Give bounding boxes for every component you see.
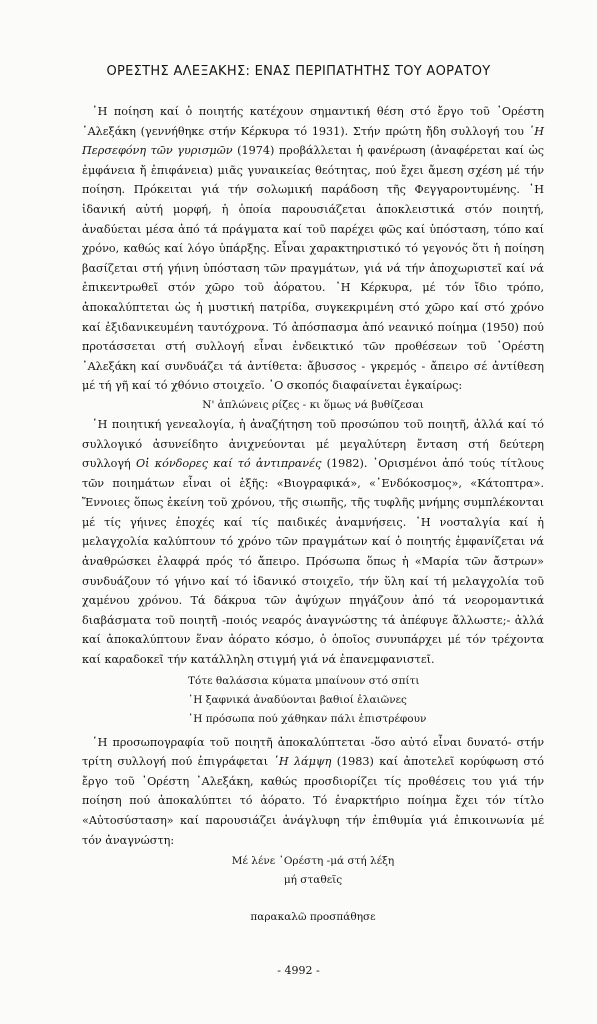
book-title-3: ῾Η λάμψη <box>273 755 332 769</box>
paragraph-2-text-a: ῾Η ποιητική γενεαλογία, ἡ ἀναζήτηση τοῦ προσώπου τοῦ ποιητῆ, ἀλλά καί τό συλλογικό ἀσυνείδητο ἀνιχνεύονται μέ μεγαλύτερη ἔνταση στή δεύτερη συλλογή <box>82 417 544 471</box>
paragraph-2 <box>82 415 544 670</box>
paragraph-3-text-c: (1983) καί ἀποτελεῖ κορύφωση στό ἔργο τοῦ ᾿Ορέστη ᾿Αλεξάκη, καθώς προσδιορίζει τίς προθέσεις του γιά τήν ποίηση πού ἀποκαλύπτει τό ἀόρατο. Τό ἐναρκτήριο ποίημα ἔχει τόν τίτλο «Αὐτοσύσταση» καί παρουσιάζει ἀνάγλυφη τήν ἐπιθυμία γιά ἐπικοινωνία μέ τόν ἀναγνώστη: <box>82 755 544 847</box>
page-title: ΟΡΕΣΤΗΣ ΑΛΕΞΑΚΗΣ: ΕΝΑΣ ΠΕΡΙΠΑΤΗΤΗΣ ΤΟΥ ΑΟΡΑΤΟΥ <box>106 64 491 79</box>
book-title-2: Οἱ κόνδορες καί τό ἀντιπρανές <box>135 457 322 471</box>
paragraph-1-text-a: ῾Η ποίηση καί ὁ ποιητής κατέχουν σημαντική θέση στό ἔργο τοῦ ᾿Ορέστη ᾿Αλεξάκη (γεννήθηκε στήν Κέρκυρα τό 1931). Στήν πρώτη ἤδη συλλογή του <box>82 105 544 138</box>
verse-quote-3 <box>82 852 544 927</box>
page-number: - 4992 - <box>277 964 320 977</box>
verse-line: ῾Η πρόσωπα πού χάθηκαν πάλι ἐπιστρέφουν <box>188 712 427 725</box>
verse-quote-1: Ν' ἁπλώνεις ρίζες - κι ὅμως νά βυθίζεσαι <box>202 398 424 411</box>
verse-line: μή σταθεῖς <box>283 874 343 887</box>
paragraph-1 <box>82 102 544 396</box>
paragraph-3-text-a: ῾Η προσωπογραφία τοῦ ποιητῆ ἀποκαλύπτεται -ὅσο αὐτό εἶναι δυνατό- στήν τρίτη συλλογή πού ἐπιγράφεται <box>82 735 544 769</box>
book-title-1: ῾Η Περσεφόνη τῶν γυρισμῶν <box>82 124 544 158</box>
verse-line: Μέ λένε ᾿Ορέστη -μά στή λέξη <box>231 855 395 868</box>
verse-line: ῾Η ξαφνικά ἀναδύονται βαθιοί ἐλαιῶνες <box>188 693 407 706</box>
verse-line: παρακαλῶ προσπάθησε <box>250 911 376 924</box>
paragraph-1-text-c: (1974) προβάλλεται ἡ φανέρωση (ἀναφέρεται καί ὡς ἐμφάνεια ἤ ἐπιφάνεια) μιᾶς γυναικείας θεότητας, πού ἔχει ἄμεση σχέση μέ τήν ποίηση. Πρόκειται γιά τήν σολωμική παράδοση τῆς Φεγγαροντυμένης. ῾Η ἰδανική αὐτή μορφή, ἡ ὁποία παρουσιάζεται ἀποκλειστικά στόν ποιητή, ἀναδύεται μέσα ἀπό τά πράγματα καί τοῦ παρέχει φῶς καί ὑπόσταση, τόπο καί χρόνο, καθώς καί λόγο ὑπάρξης. Εἶναι χαρακτηριστικό τό γεγονός ὅτι ἡ ποίηση βασίζεται στή γήινη ὑπόσταση τῶν πραγμάτων, γιά νά τήν ἀποχωριστεῖ καί νά ἐπικεντρωθεῖ στόν χῶρο τοῦ ἀόρατου. ῾Η Κέρκυρα, μέ τόν ἴδιο τρόπο, ἀποκαλύπτεται ὡς ἡ μυστική πατρίδα, συγκεκριμένη στό χῶρο καί στό χρόνο καί ἐξιδανικευμένη ταυτόχρονα. Τό ἀπόσπασμα ἀπό νεανικό ποίημα (1950) πού προτάσσεται στή συλλογή εἶναι ἐνδεικτικό τῶν προθέσεων τοῦ ᾿Ορέστη ᾿Αλεξάκη καί συνδυάζει τά ἀντίθετα: ἄβυσσος - γκρεμός - ἄπειρο σέ ἀντίθεση μέ τή γῆ καί τό χθόνιο στοιχεῖο. ῾Ο σκοπός διαφαίνεται ἐγκαίρως: <box>82 144 544 393</box>
verse-quote-2 <box>82 672 544 729</box>
verse-line: Τότε θαλάσσια κύματα μπαίνουν στό σπίτι <box>188 674 420 687</box>
paragraph-2-text-c: (1982). ᾿Ορισμένοι ἀπό τούς τίτλους τῶν ποιημάτων εἶναι οἱ ἑξῆς: «Βιογραφικά», «᾿Ενδόκοσμος», «Κάτοπτρα». Ἔννοιες ὅπως ἐκείνη τοῦ χρόνου, τῆς σιωπῆς, τῆς τυφλῆς μνήμης συμπλέκονται μέ τίς γήινες ἐποχές καί τίς παιδικές ἀναμνήσεις. ῾Η νοσταλγία καί ἡ μελαγχολία καλύπτουν τό χρόνο τῶν πραγμάτων καί ὁ ποιητής ἐμφανίζεται νά ἀναθρώσκει ἐλαφρά πρός τό ἄπειρο. Πρόσωπα ὅπως ἡ «Μαρία τῶν ἄστρων» συνδυάζουν τό γήινο καί τό ἰδανικό στοιχεῖο, τήν ὕλη καί τή μελαγχολία τοῦ χαμένου χρόνου. Τά δάκρυα τῶν ἀψύχων πηγάζουν ἀπό τά νεορομαντικά διαβάσματα τοῦ ποιητῆ -ποιός νεαρός ἀναγνώστης τά ἀπέφυγε ἄλλωστε;- ἀλλά καί ἀποκαλύπτουν ἕναν ἀόρατο κόσμο, ὁ ὁποῖος συνυπάρχει μέ τόν τρέχοντα καί καραδοκεῖ τήν κατάλληλη στιγμή γιά νά ἐπανεμφανιστεῖ. <box>82 457 544 667</box>
article-body <box>82 102 544 931</box>
paragraph-3 <box>82 733 544 851</box>
